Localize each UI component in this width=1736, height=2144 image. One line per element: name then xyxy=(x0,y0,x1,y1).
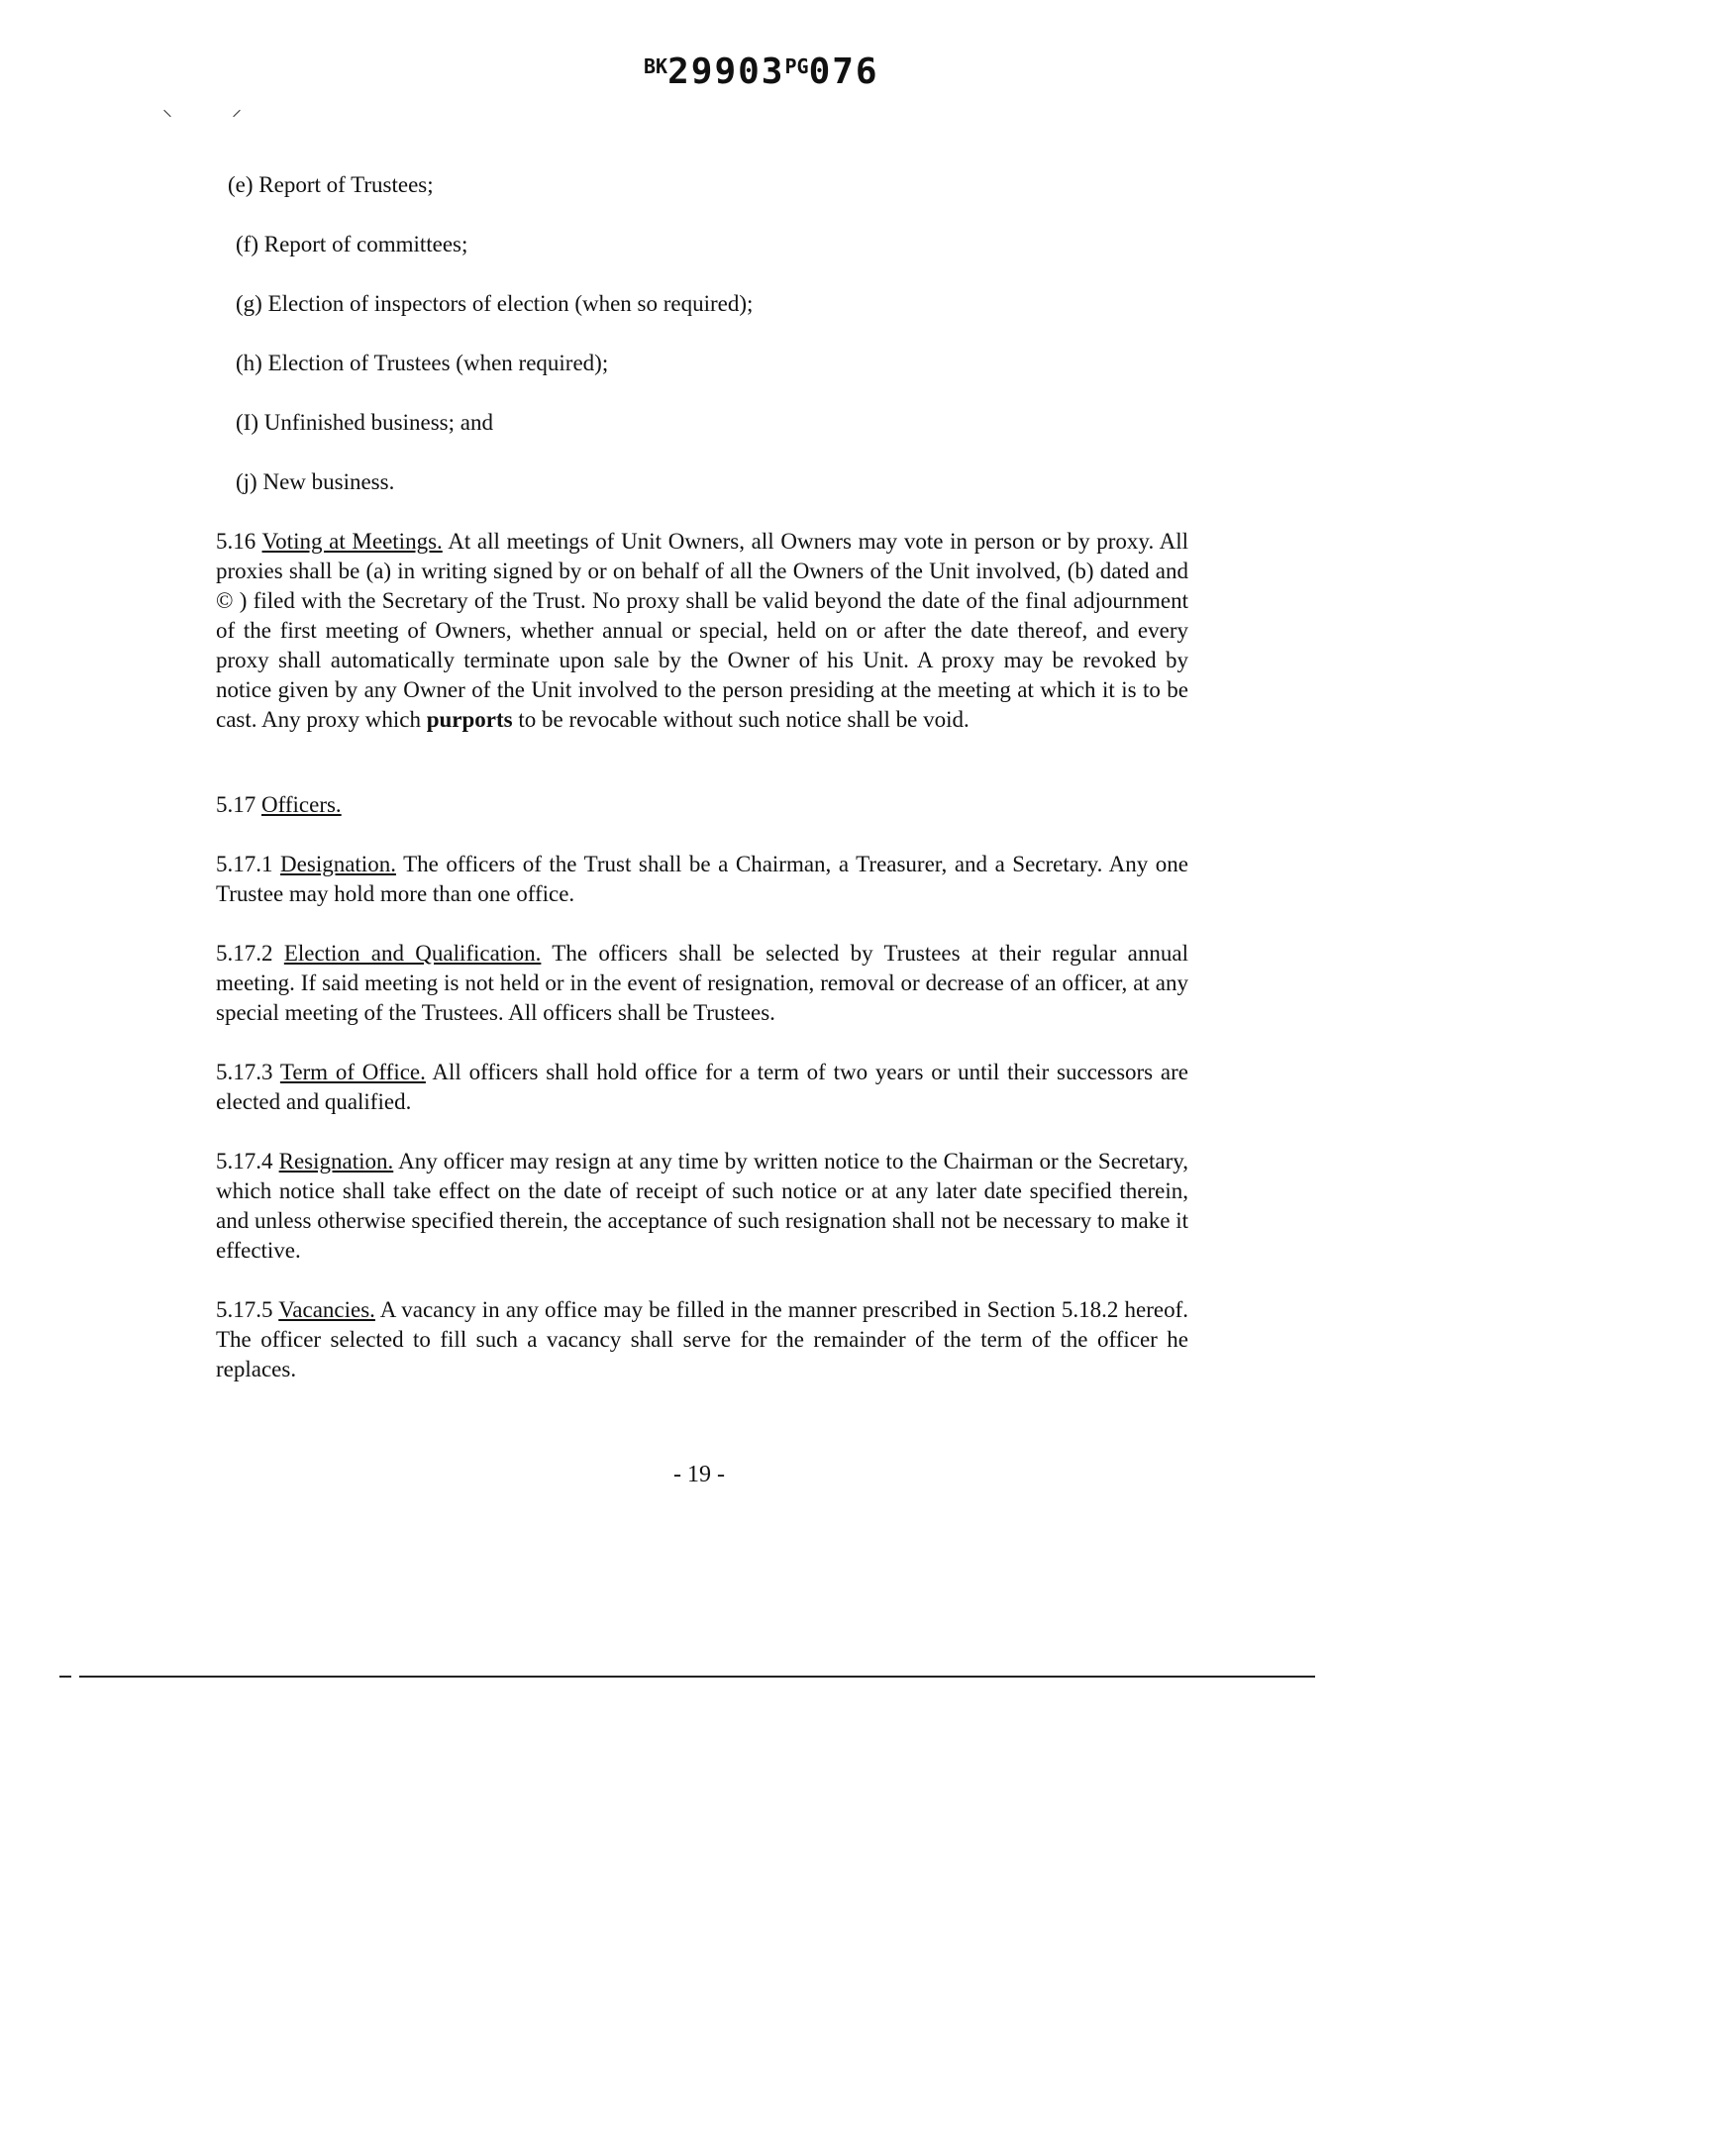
section-number: 5.17.4 xyxy=(216,1149,273,1174)
stamp-page-label: PG xyxy=(784,54,809,78)
section-5-17 xyxy=(216,790,1188,820)
stamp-page-number: 076 xyxy=(808,51,879,92)
list-item: (h) Election of Trustees (when required); xyxy=(236,351,609,375)
list-item: (j) New business. xyxy=(236,469,395,494)
divider xyxy=(79,1676,1315,1678)
book-page-stamp xyxy=(644,51,879,92)
section-number: 5.17.1 xyxy=(216,852,273,876)
section-body: The officers shall be selected by Trustees at their regular annual meeting. If said meeting is not held or in the event of resignation, removal or decrease of an officer, at any special meeting of the Trustees. All officers shall be Trustees. xyxy=(216,941,1188,1025)
section-heading: Vacancies. xyxy=(278,1297,375,1322)
scan-mark: ⸍ xyxy=(232,107,242,129)
section-body: Any officer may resign at any time by written notice to the Chairman or the Secretary, which notice shall take effect on the date of receipt of such notice or at any later date specified therein, and unless otherwise specified therein, the acceptance of such resignation shall not be necessary to make it effective. xyxy=(216,1149,1189,1263)
section-number: 5.17.3 xyxy=(216,1060,273,1084)
section-number: 5.17.5 xyxy=(216,1297,273,1322)
list-item: (f) Report of committees; xyxy=(236,232,468,256)
section-body: to be revocable without such notice shall be void. xyxy=(518,707,970,732)
divider xyxy=(59,1676,71,1678)
section-heading: Election and Qualification. xyxy=(283,941,542,966)
section-5-17-4 xyxy=(216,1147,1188,1266)
section-heading: Resignation. xyxy=(278,1149,394,1174)
page-number: - 19 - xyxy=(673,1462,725,1487)
list-item: (g) Election of inspectors of election (when so required); xyxy=(236,291,754,316)
list-item: (e) Report of Trustees; xyxy=(228,172,434,197)
section-body: At all meetings of Unit Owners, all Owners may vote in person or by proxy. All proxies shall be (a) in writing signed by or on behalf of all the Owners of the Unit involved, (b) dated and © ) filed with the Secretary of the Trust. No proxy shall be valid beyond the date of the final adjournment of the first meeting of Owners, whether annual or special, held on or after the date thereof, and every proxy shall automatically terminate upon sale by the Owner of his Unit. A proxy may be revoked by notice given by any Owner of the Unit involved to the person presiding at the meeting at which it is to be cast. Any proxy which xyxy=(216,529,1188,732)
section-5-17-2 xyxy=(216,939,1188,1028)
section-body: The officers of the Trust shall be a Chairman, a Treasurer, and a Secretary. Any one Trustee may hold more than one office. xyxy=(216,852,1189,906)
stamp-book-number: 29903 xyxy=(667,51,785,92)
section-heading: Officers. xyxy=(261,792,342,817)
section-5-17-3 xyxy=(216,1058,1188,1117)
section-body: All officers shall hold office for a term of two years or until their successors are elected and qualified. xyxy=(216,1060,1188,1114)
section-heading: Voting at Meetings. xyxy=(261,529,443,554)
stamp-book-prefix: BK xyxy=(644,54,668,78)
scan-mark: ⸌ xyxy=(162,107,172,129)
section-5-17-1 xyxy=(216,850,1188,909)
section-5-16 xyxy=(216,527,1188,735)
section-number: 5.17.2 xyxy=(216,941,273,966)
section-number: 5.16 xyxy=(216,529,256,554)
list-item: (I) Unfinished business; and xyxy=(236,410,493,435)
section-heading: Designation. xyxy=(280,852,396,876)
section-number: 5.17 xyxy=(216,792,256,817)
section-heading: Term of Office. xyxy=(279,1060,426,1084)
emphasized-word: purports xyxy=(426,707,513,732)
section-body: A vacancy in any office may be filled in the manner prescribed in Section 5.18.2 hereof. The officer selected to fill such a vacancy shall serve for the remainder of the term of the officer he replaces. xyxy=(216,1297,1189,1381)
section-5-17-5 xyxy=(216,1295,1188,1384)
